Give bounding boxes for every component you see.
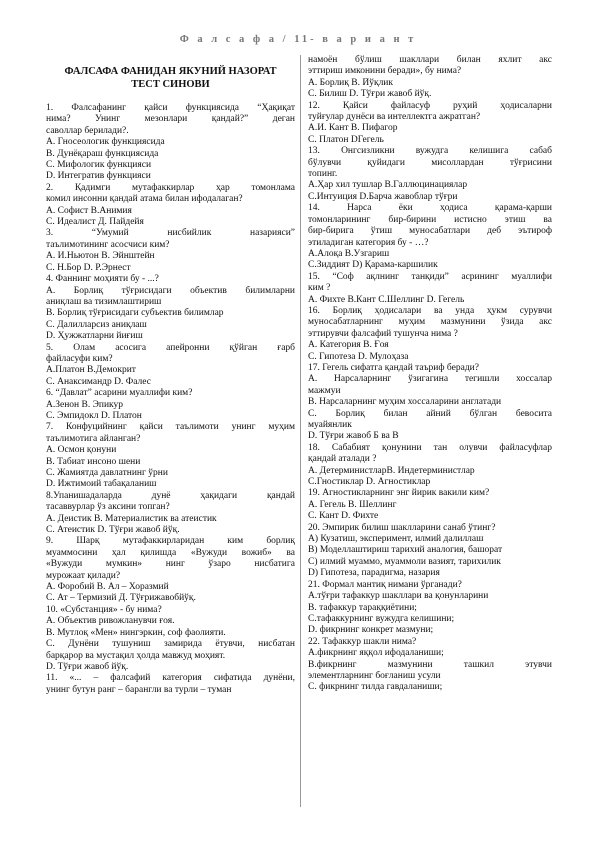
text-line: 11. «... – фалсафий категория сифатида дунёни,: [46, 673, 295, 684]
text-line: С. Н.Бор D. Р.Эрнест: [46, 262, 131, 273]
text-line: С. Кант D. Фихте: [308, 511, 379, 522]
text-line: тасаввурлар ўз аксини топган?: [46, 502, 170, 513]
text-line: этиладиган категория бу - …?: [308, 237, 429, 248]
text-line: элементларнинг боғланиш усули: [308, 670, 441, 681]
text-line: мурожаат қилади?: [46, 570, 121, 581]
text-line: С) илмий муаммо, муаммоли вазият, тарихилик: [308, 556, 501, 567]
text-line: С.Интуиция D.Барча жавоблар тўғри: [308, 191, 458, 202]
text-line: муаммосини ҳал қилишда «Вужуди вожиб» ва: [46, 547, 295, 558]
text-line: С. Платон DГегель: [308, 134, 384, 145]
text-line: 21. Формал мантиқ нимани ўрганади?: [308, 579, 462, 590]
left-column: [46, 55, 295, 696]
text-line: D. фикрнинг конкрет мазмуни;: [308, 625, 434, 636]
text-line: А.Ҳар хил тушлар В.Галлюцинациялар: [308, 180, 468, 191]
text-line: С. Гипотеза D. Мулоҳаза: [308, 351, 409, 362]
text-line: мажмуи: [308, 385, 341, 396]
text-line: муносабатларнинг муҳим мазмунини ўзида акс: [308, 317, 552, 328]
text-line: А. Нарсаларнинг ўзигагина тегишли хоссалар: [308, 374, 552, 385]
right-column: [308, 55, 552, 694]
text-line: А. Фихте В.Кант С.Шеллинг D. Гегель: [308, 294, 465, 305]
text-line: қандай аталади ?: [308, 454, 377, 465]
text-line: B. Дунёқараш функциясида: [46, 148, 159, 159]
text-line: таълимотига айланган?: [46, 433, 141, 444]
text-line: С. Далилларсиз аниқлаш: [46, 319, 147, 330]
text-line: С. Борлиқ билан айний бўлган бевосита: [308, 408, 552, 419]
text-line: 6. “Давлат” асарини муаллифи ким?: [46, 388, 193, 399]
text-line: 20. Эмпирик билиш шаклларини санаб ўтинг?: [308, 522, 496, 533]
text-line: нима? Унинг мезонлари қандай?” деган: [46, 114, 295, 125]
text-line: С. Эмпидокл D. Платон: [46, 410, 142, 421]
text-line: 14. Нарса ёки ҳодиса қарама-қарши: [308, 203, 552, 214]
text-line: С.тафаккурнинг вужудга келишини;: [308, 613, 455, 624]
text-line: D. Тўғри жавоб Б ва В: [308, 431, 399, 442]
text-line: А. Деистик В. Материалистик ва атеистик: [46, 513, 217, 524]
text-line: ким ?: [308, 283, 331, 294]
text-line: D. Интегратив функцияси: [46, 171, 151, 182]
text-line: С. Билиш D. Тўғри жавоб йўқ.: [308, 89, 432, 100]
text-line: унинг бутун ранг – бaрангли ва турли – туман: [46, 684, 232, 695]
text-line: А.Зенон В. Эпикур: [46, 399, 124, 410]
page-header: Ф а л с а ф а / 11- в а р и а н т: [179, 34, 417, 45]
text-line: С. Атеистик D. Тўғри жавоб йўқ.: [46, 525, 180, 536]
text-line: А. Борлиқ тўғрисидаги объектив билимларни: [46, 285, 295, 296]
text-line: В. Мутлоқ «Мен» нингэркин, соф фаолияти.: [46, 627, 226, 638]
text-line: комил инсонни қандай атама билан ифодалаган?: [46, 194, 243, 205]
text-line: D. Ҳужжатларни йиғиш: [46, 331, 143, 342]
text-line: А. Осмон қонуни: [46, 445, 117, 456]
text-line: А.И. Кант В. Пифагор: [308, 123, 398, 134]
text-line: А.фикрнинг яққол ифодаланиши;: [308, 648, 444, 659]
text-line: топинг.: [308, 169, 338, 180]
text-line: А. ДетерминистларВ. Индетерминистлар: [308, 465, 475, 476]
text-line: 2. Қадимги мутафаккирлар ҳар томонлама: [46, 182, 295, 193]
text-line: А.Алоқа В.Ўзгариш: [308, 248, 390, 259]
text-line: С. Ат – Термизий Д. Тўғрижавобйўқ.: [46, 593, 196, 604]
text-line: В. Нарсаларнинг муҳим хоссаларини англатади: [308, 397, 502, 408]
text-line: С. Дунёни тушуниш замирида ётувчи, нисбатан: [46, 639, 295, 650]
text-line: 4. Фаннинг моҳияти бу - ...?: [46, 274, 159, 285]
text-line: 12. Қайси файласуф руҳий ҳодисаларни: [308, 100, 552, 111]
text-line: муайянлик: [308, 420, 352, 430]
text-line: туйғулар дунёси ва интеллектга ажратган?: [308, 112, 481, 123]
text-line: аниқлаш ва тизимлаштириш: [46, 296, 162, 307]
text-line: намоён бўлиш шакллари билан яхлит акс: [308, 55, 552, 65]
text-line: барқарор ва мустақил ҳолда мавжуд моҳият.: [46, 650, 226, 661]
text-line: 16. Борлиқ ҳодисалари ва унда ҳукм сурувчи: [308, 305, 552, 316]
text-line: 5. Олам асосига апейронни қўйган ғарб: [46, 342, 295, 353]
text-line: 8.Упанишадаларда дунё ҳақидаги қандай: [46, 490, 295, 501]
text-line: А) Кузатиш, эксперимент, илмий далиллаш: [308, 534, 484, 545]
text-line: 15. “Соф ақлнинг танқиди” асрининг муаллифи: [308, 271, 552, 282]
text-line: 10. «Субстанция» - бу нима?: [46, 604, 162, 615]
text-line: А. И.Ньютон В. Эйнштейн: [46, 251, 155, 262]
text-line: В. тафаккур тараққиётини;: [308, 602, 417, 613]
text-line: 22. Тафаккур шакли нима?: [308, 636, 417, 647]
text-line: С. Анаксимандр D. Фалес: [46, 376, 151, 387]
text-line: А. Категория В. Ғоя: [308, 340, 389, 351]
text-line: 18. Сабабият қонунини тан олувчи файласуфлар: [308, 442, 552, 453]
text-line: А.тўғри тафаккур шакллари ва қонунларини: [308, 591, 489, 602]
text-line: В) Моделлаштириш тарихий аналогия, башорат: [308, 545, 503, 556]
text-line: саволлар берилади?.: [46, 125, 129, 136]
text-line: А. Софист В.Анимия: [46, 205, 132, 216]
text-line: С. фикрнинг тилда гавдаланиши;: [308, 682, 443, 693]
text-line: С. Жамиятда давлатнинг ўрни: [46, 468, 168, 478]
text-line: А. Борлиқ В. Йўқлик: [308, 77, 394, 88]
text-line: А. Форобий В. Ал – Хоразмий: [46, 582, 169, 593]
text-line: файласуфи ким?: [46, 353, 113, 364]
text-line: томонларининг бир-бирини истисно этиш ва: [308, 214, 552, 225]
column-divider: [300, 55, 301, 807]
text-line: В.фикрнинг мазмунини ташкил этувчи: [308, 659, 552, 670]
text-line: 19. Агностикларнинг энг йирик вакили ким?: [308, 488, 490, 499]
text-line: 7. Конфуцийнинг қайси таълимоти унинг муҳим: [46, 422, 295, 433]
text-line: C. Мифологик функцияси: [46, 160, 152, 171]
text-line: таълимотининг асосчиси ким?: [46, 239, 170, 250]
text-line: D) Гипотеза, парадигма, назария: [308, 568, 440, 579]
test-title-line: ТЕСТ СИНОВИ: [131, 79, 210, 90]
text-line: эттириш имконини беради», бу нима?: [308, 66, 462, 77]
text-line: эттирувчи фалсафий тушунча нима ?: [308, 328, 458, 339]
left-question-list: [46, 103, 295, 696]
text-line: А.Платон В.Демокрит: [46, 365, 136, 376]
test-title: [46, 65, 295, 91]
text-line: А. Гегель В. Шеллинг: [308, 499, 397, 510]
text-line: D. Тўғри жавоб йўқ.: [46, 661, 129, 672]
text-line: В. Табиат инсоно шени: [46, 456, 141, 467]
text-line: 13. Онгсизликни вужудга келишига сабаб: [308, 146, 552, 157]
text-line: «Вужуди мумкин» нинг ўзаро нисбатига: [46, 559, 295, 570]
right-question-list: [308, 55, 552, 694]
text-line: А. Объектив ривожланувчи ғоя.: [46, 616, 175, 627]
text-line: А. Гносеологик функциясида: [46, 137, 165, 148]
text-line: В. Борлиқ тўғрисидаги субъектив билимлар: [46, 308, 224, 319]
text-line: С.Гностиклар D. Агностиклар: [308, 477, 431, 488]
text-line: бўлувчи қуйидаги мисоллардан тўғрисини: [308, 157, 552, 168]
text-line: С. Идеалист Д. Пайдейя: [46, 217, 144, 228]
text-line: 17. Гегель сифатга қандай таъриф беради?: [308, 362, 479, 373]
text-line: 9. Шарқ мутафаккирларидан ким борлиқ: [46, 536, 295, 547]
test-title-line: ФАЛСАФА ФАНИДАН ЯКУНИЙ НАЗОРАТ: [64, 66, 277, 77]
text-line: 1. Фалсафанинг қайси функциясида “Ҳақиқат: [46, 103, 295, 113]
text-line: бир-бирига ўтиш муносабатлари деб эътироф: [308, 226, 552, 237]
text-line: 3. “Умумий нисбийлик назарияси”: [46, 228, 295, 239]
text-line: D. Ижтимоий табақаланиш: [46, 479, 157, 490]
text-line: С.Зиддият D) Қарама-каршилик: [308, 260, 438, 271]
